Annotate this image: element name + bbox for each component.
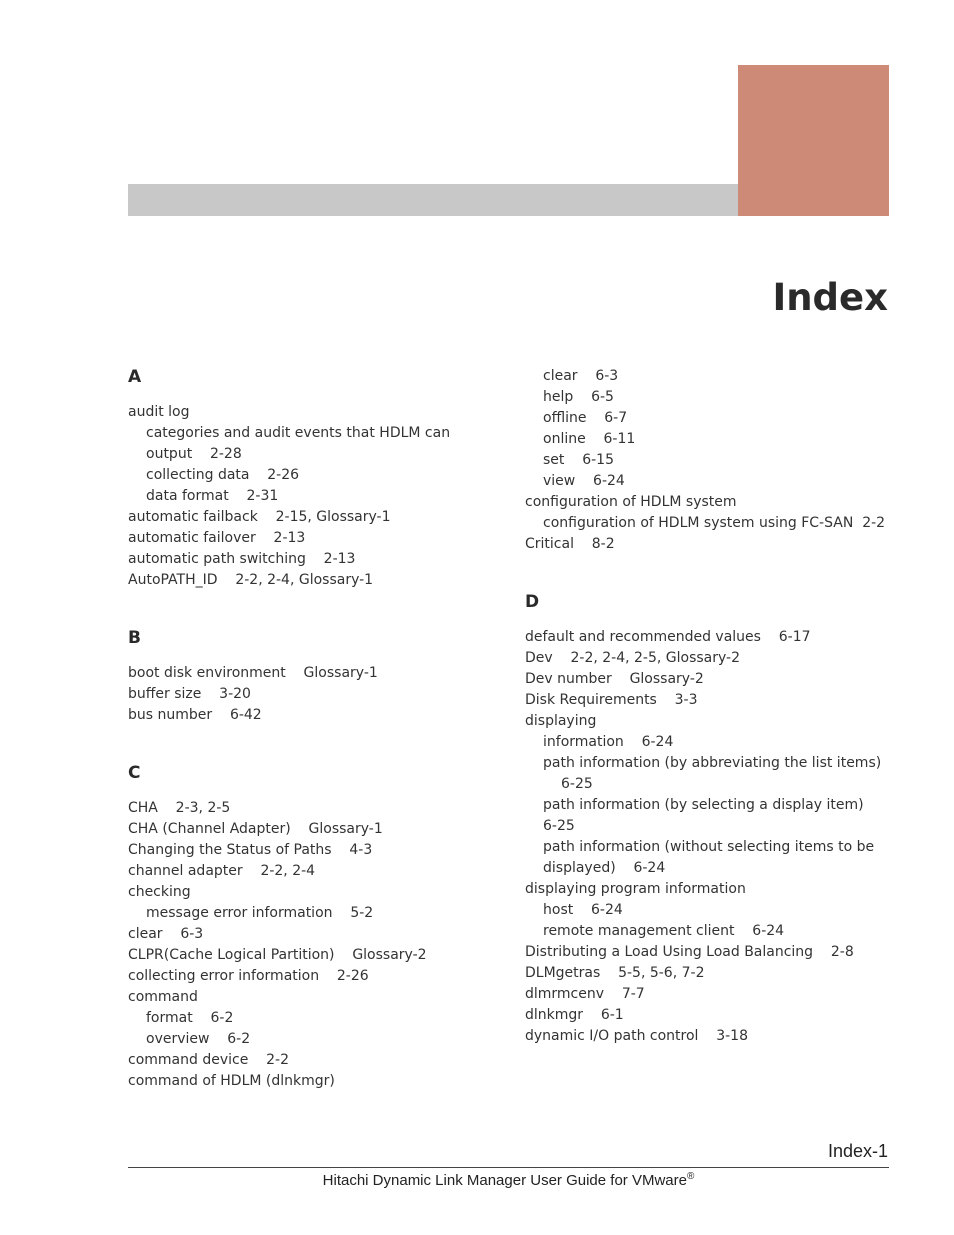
index-entry: remote management client 6-24 bbox=[543, 923, 785, 939]
index-entry: default and recommended values 6-17 bbox=[525, 629, 811, 645]
chapter-header-bar bbox=[128, 184, 738, 216]
index-entry: displayed) 6-24 bbox=[543, 860, 666, 876]
index-entry: command of HDLM (dlnkmgr) bbox=[128, 1073, 335, 1089]
index-column-left bbox=[128, 366, 498, 1092]
index-entry: command device 2-2 bbox=[128, 1052, 289, 1068]
index-entry: help 6-5 bbox=[543, 389, 614, 405]
index-section-letter: A bbox=[128, 367, 142, 387]
index-entry: Dev 2-2, 2-4, 2-5, Glossary-2 bbox=[525, 650, 741, 666]
index-entry: dlmrmcenv 7-7 bbox=[525, 986, 645, 1002]
index-section-letter: D bbox=[525, 592, 540, 612]
footer-book-title bbox=[128, 1171, 889, 1189]
index-entry: configuration of HDLM system bbox=[525, 494, 737, 510]
index-entry: information 6-24 bbox=[543, 734, 674, 750]
index-entry: buffer size 3-20 bbox=[128, 686, 251, 702]
index-entry: CLPR(Cache Logical Partition) Glossary-2 bbox=[128, 947, 427, 963]
index-entry: dlnkmgr 6-1 bbox=[525, 1007, 624, 1023]
index-entry: AutoPATH_ID 2-2, 2-4, Glossary-1 bbox=[128, 572, 374, 588]
index-section-letter: C bbox=[128, 763, 141, 783]
chapter-accent-block bbox=[738, 65, 889, 216]
footer-divider bbox=[128, 1167, 889, 1168]
index-entry: data format 2-31 bbox=[146, 488, 279, 504]
page-number: Index-1 bbox=[827, 1141, 888, 1161]
index-entry: displaying program information bbox=[525, 881, 746, 897]
index-entry: bus number 6-42 bbox=[128, 707, 262, 723]
index-entry: dynamic I/O path control 3-18 bbox=[525, 1028, 748, 1044]
index-entry: command bbox=[128, 989, 198, 1005]
index-section-letter: B bbox=[128, 628, 141, 648]
index-column-right bbox=[525, 366, 900, 1047]
index-entry: displaying bbox=[525, 713, 597, 729]
index-entry: set 6-15 bbox=[543, 452, 614, 468]
index-entry: path information (by abbreviating the list items) bbox=[543, 755, 882, 771]
index-entry: DLMgetras 5-5, 5-6, 7-2 bbox=[525, 965, 705, 981]
index-entry: collecting data 2-26 bbox=[146, 467, 300, 483]
index-entry: configuration of HDLM system using FC-SAN 2-2 bbox=[543, 515, 886, 531]
index-entry: Disk Requirements 3-3 bbox=[525, 692, 698, 708]
page-title: Index bbox=[772, 276, 888, 319]
index-entry: boot disk environment Glossary-1 bbox=[128, 665, 378, 681]
index-entry: path information (by selecting a display item) bbox=[543, 797, 864, 813]
index-entry: Changing the Status of Paths 4-3 bbox=[128, 842, 373, 858]
index-entry: path information (without selecting items to be bbox=[543, 839, 875, 855]
index-entry: automatic path switching 2-13 bbox=[128, 551, 356, 567]
index-entry: CHA 2-3, 2-5 bbox=[128, 800, 231, 816]
index-entry: clear 6-3 bbox=[543, 368, 619, 384]
index-entry: automatic failback 2-15, Glossary-1 bbox=[128, 509, 391, 525]
index-entry: automatic failover 2-13 bbox=[128, 530, 306, 546]
index-entry: message error information 5-2 bbox=[146, 905, 374, 921]
index-entry: online 6-11 bbox=[543, 431, 636, 447]
index-entry: clear 6-3 bbox=[128, 926, 204, 942]
index-entry: Dev number Glossary-2 bbox=[525, 671, 704, 687]
index-entry: host 6-24 bbox=[543, 902, 623, 918]
trademark-symbol: ® bbox=[686, 1171, 695, 1182]
book-title-text: Hitachi Dynamic Link Manager User Guide for VMware bbox=[322, 1172, 687, 1189]
index-entry: output 2-28 bbox=[146, 446, 242, 462]
index-entry: overview 6-2 bbox=[146, 1031, 251, 1047]
index-entry: Critical 8-2 bbox=[525, 536, 615, 552]
index-entry: 6-25 bbox=[543, 818, 575, 834]
index-entry: channel adapter 2-2, 2-4 bbox=[128, 863, 316, 879]
index-entry: offline 6-7 bbox=[543, 410, 628, 426]
index-entry: format 6-2 bbox=[146, 1010, 234, 1026]
index-entry: collecting error information 2-26 bbox=[128, 968, 369, 984]
index-entry: Distributing a Load Using Load Balancing 2-8 bbox=[525, 944, 854, 960]
index-entry: 6-25 bbox=[561, 776, 593, 792]
index-entry: CHA (Channel Adapter) Glossary-1 bbox=[128, 821, 383, 837]
index-entry: audit log bbox=[128, 404, 190, 420]
index-entry: categories and audit events that HDLM can bbox=[146, 425, 451, 441]
index-entry: checking bbox=[128, 884, 191, 900]
index-entry: view 6-24 bbox=[543, 473, 625, 489]
